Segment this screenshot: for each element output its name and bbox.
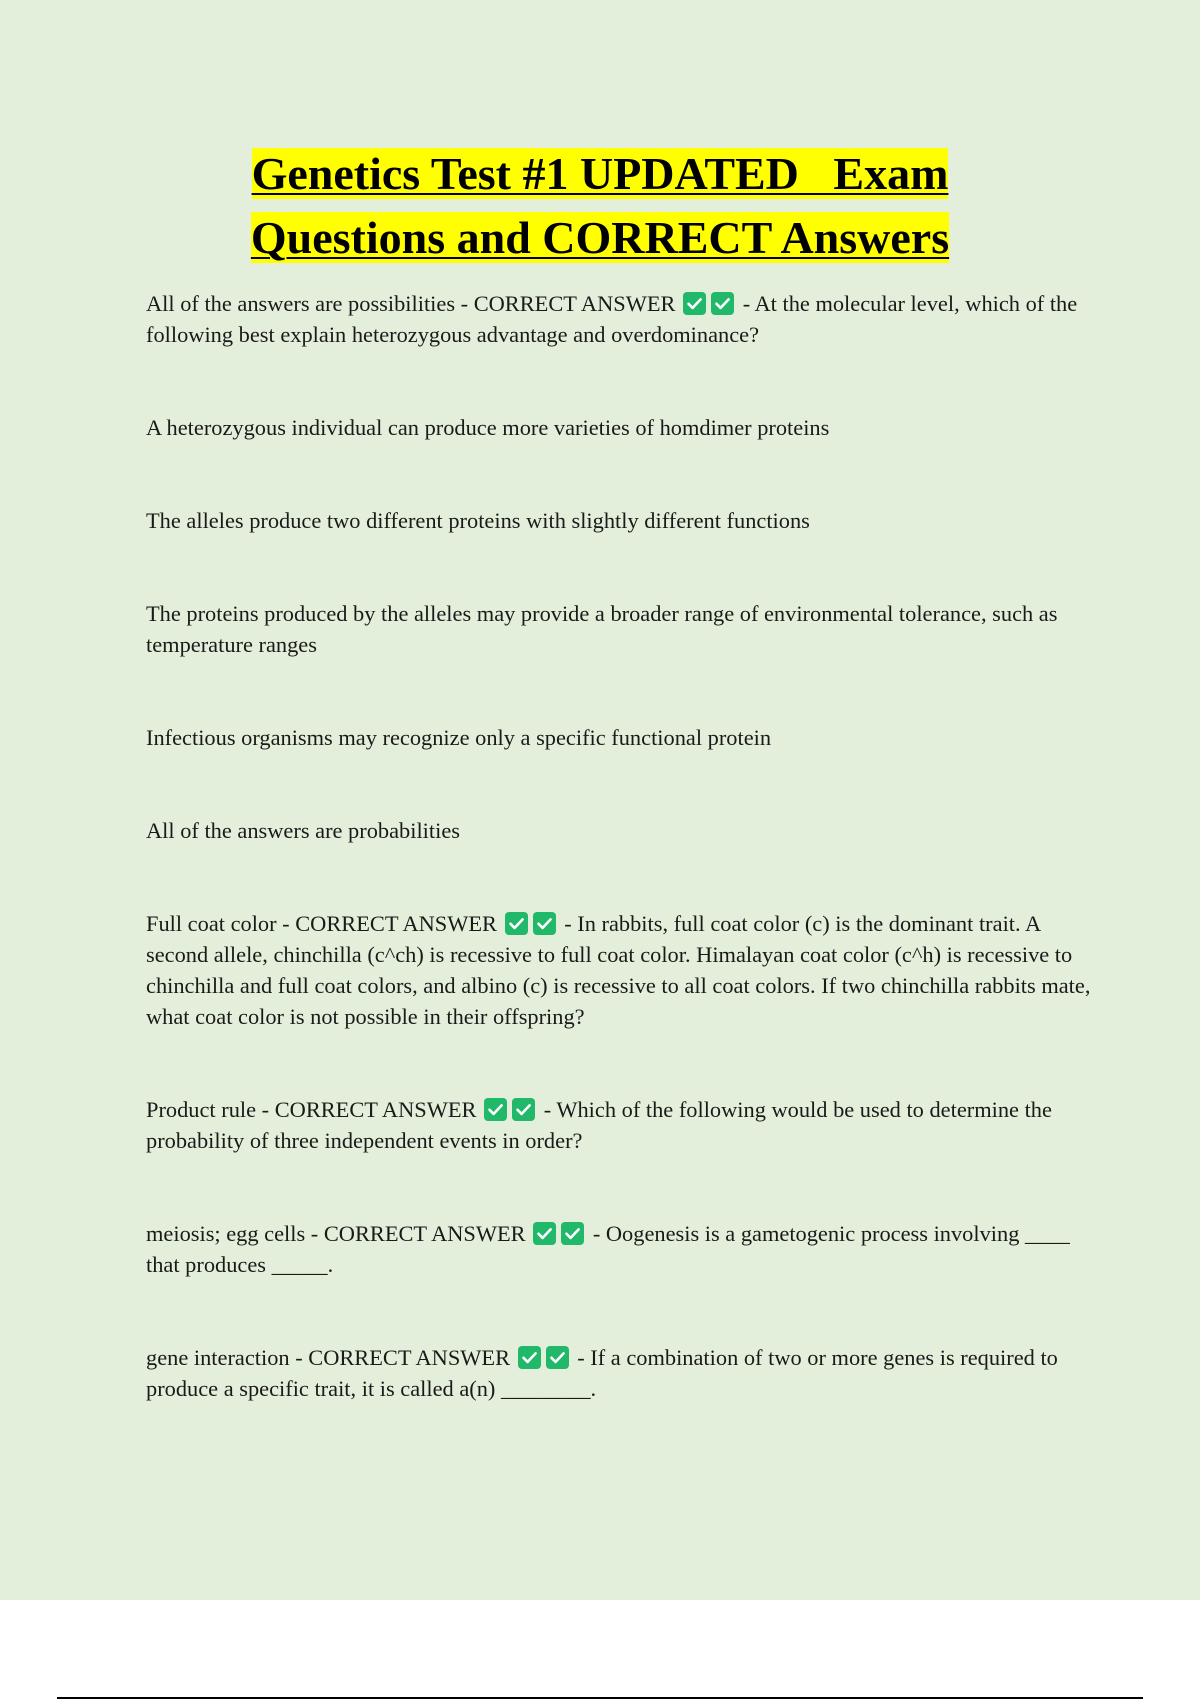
answer-text: Full coat color - CORRECT ANSWER — [146, 911, 497, 936]
option-text: The proteins produced by the alleles may provide a broader range of environmental tolerance, such as temperature ranges — [146, 601, 1058, 657]
check-mark-icon — [683, 292, 706, 315]
question-text: - If a combination of two or more genes is required to produce a specific trait, it is called a(n) ________. — [146, 1345, 1058, 1401]
option-text: A heterozygous individual can produce more varieties of homdimer proteins — [146, 415, 830, 440]
answer-text: All of the answers are possibilities - CORRECT ANSWER — [146, 291, 676, 316]
option-text: The alleles produce two different proteins with slightly different functions — [146, 508, 810, 533]
qa-entry — [146, 908, 1096, 1032]
question-text: - Which of the following would be used to determine the probability of three independent events in order? — [146, 1097, 1052, 1153]
qa-entry — [146, 1094, 1096, 1156]
check-mark-icon — [505, 912, 528, 935]
qa-entry — [146, 288, 1096, 350]
check-mark-icon — [533, 912, 556, 935]
option-text: All of the answers are probabilities — [146, 818, 460, 843]
check-mark-icon — [518, 1346, 541, 1369]
qa-entry — [146, 1342, 1096, 1404]
question-text: - In rabbits, full coat color (c) is the dominant trait. A second allele, chinchilla (c^ch) is recessive to full coat color. Himalayan coat color (c^h) is recessive to chinchilla and full coat colors, and albino (c) is recessive to all coat colors. If two chinchilla rabbits mate, what coat color is not possible in their offspring? — [146, 911, 1091, 1029]
check-mark-icon — [512, 1098, 535, 1121]
title-line-2: Questions and CORRECT Answers — [250, 212, 950, 263]
question-text: - Oogenesis is a gametogenic process involving ____ that produces _____. — [146, 1221, 1070, 1277]
answer-text: Product rule - CORRECT ANSWER — [146, 1097, 477, 1122]
question-list — [146, 288, 1096, 1404]
check-mark-icon — [484, 1098, 507, 1121]
answer-text: meiosis; egg cells - CORRECT ANSWER — [146, 1221, 526, 1246]
check-mark-icon — [533, 1222, 556, 1245]
qa-entry — [146, 1218, 1096, 1280]
question-text: - At the molecular level, which of the following best explain heterozygous advantage and overdominance? — [146, 291, 1078, 347]
footer-divider — [57, 1697, 1143, 1699]
check-mark-icon — [546, 1346, 569, 1369]
document-title — [0, 142, 1200, 270]
option-text: Infectious organisms may recognize only a specific functional protein — [146, 725, 772, 750]
check-mark-icon — [711, 292, 734, 315]
answer-text: gene interaction - CORRECT ANSWER — [146, 1345, 511, 1370]
title-line-1: Genetics Test #1 UPDATED Exam — [251, 148, 949, 199]
check-mark-icon — [561, 1222, 584, 1245]
